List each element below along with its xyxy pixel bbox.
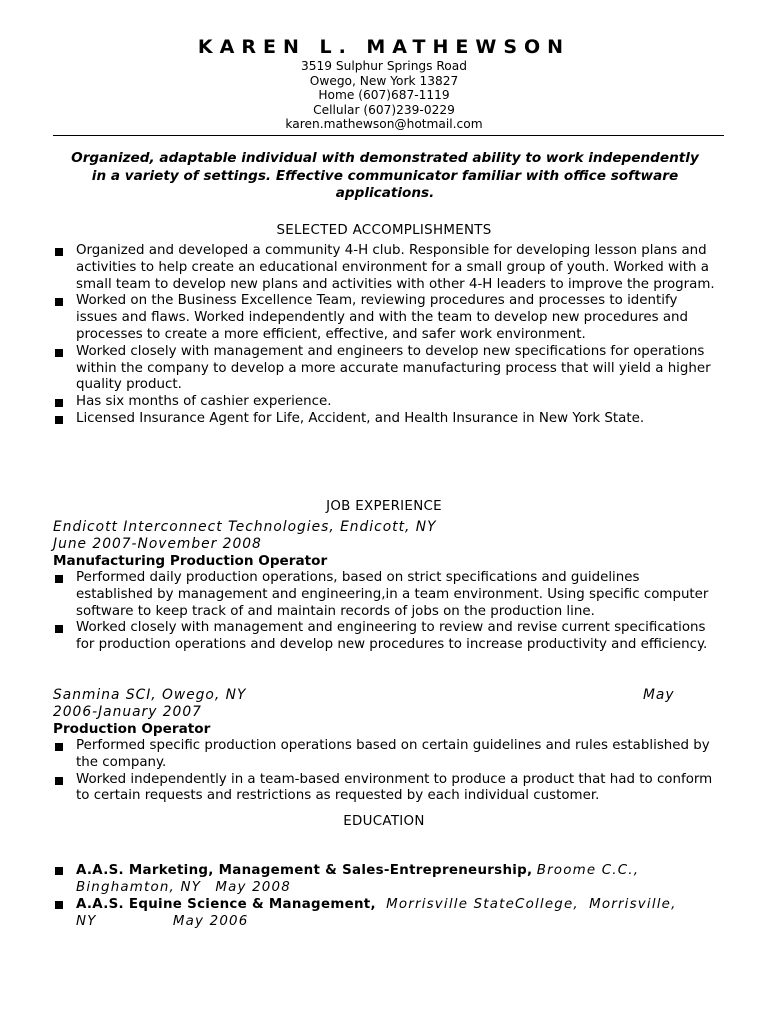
job-2-dates-start: May — [643, 687, 675, 703]
job-2-company: Sanmina SCI, Owego, NY May — [53, 687, 675, 703]
job-2-dates-end: 2006-January 2007 — [53, 704, 202, 720]
email-address: karen.mathewson@hotmail.com — [285, 117, 483, 132]
list-item: Performed daily production operations, based on strict specifications and guidelines established by management and engineering,in a team environment. Using specific computer software to keep track of and maintain records of jobs on the production line. — [53, 570, 718, 620]
job-1-bullets — [53, 570, 718, 654]
bullet-square-icon — [55, 298, 63, 306]
address-line-2: Owego, New York 13827 — [309, 73, 459, 88]
summary-statement: Organized, adaptable individual with demonstrated ability to work independently in a variety of settings. Effective communicator familiar with office software applications. — [71, 150, 699, 201]
job-1-dates: June 2007-November 2008 — [53, 536, 262, 552]
job-1-title: Manufacturing Production Operator — [53, 553, 328, 569]
candidate-name: KAREN L. MATHEWSON — [197, 36, 571, 58]
experience-heading: JOB EXPERIENCE — [326, 499, 442, 514]
bullet-square-icon — [55, 743, 63, 751]
education-list — [53, 862, 718, 930]
bullet-square-icon — [55, 777, 63, 785]
list-item: A.A.S. Marketing, Management & Sales-Entrepreneurship, Broome C.C., Binghamton, NY May 2008 — [53, 862, 718, 896]
bullet-square-icon — [55, 575, 63, 583]
accomplishments-list — [53, 243, 718, 428]
list-item: Licensed Insurance Agent for Life, Accident, and Health Insurance in New York State. — [53, 411, 718, 428]
list-item: Worked independently in a team-based environment to produce a product that had to conform to certain requests and restrictions as requested by each individual customer. — [53, 772, 718, 806]
home-phone: Home (607)687-1119 — [318, 88, 450, 103]
address-line-1: 3519 Sulphur Springs Road — [301, 59, 467, 73]
bullet-square-icon — [55, 248, 63, 256]
bullet-square-icon — [55, 416, 63, 424]
list-item: Performed specific production operations based on certain guidelines and rules established by the company. — [53, 738, 718, 772]
bullet-square-icon — [55, 867, 63, 875]
education-heading: EDUCATION — [343, 814, 425, 829]
header-divider — [53, 135, 724, 136]
job-2-title: Production Operator — [53, 721, 211, 737]
job-2-bullets — [53, 738, 718, 805]
contact-block — [0, 59, 768, 132]
list-item: Worked closely with management and engineers to develop new specifications for operations within the company to develop a more accurate manufacturing process that will yield a higher quality product. — [53, 344, 718, 394]
list-item: Worked on the Business Excellence Team, reviewing procedures and processes to identify issues and flaws. Worked independently and with the team to develop new procedures and processes to create a more efficient, effective, and safer work environment. — [53, 293, 718, 343]
list-item: Has six months of cashier experience. — [53, 394, 718, 411]
bullet-square-icon — [55, 625, 63, 633]
cell-phone: Cellular (607)239-0229 — [313, 102, 455, 117]
list-item: A.A.S. Equine Science & Management, Morrisville StateCollege, Morrisville, NY May 2006 — [53, 896, 718, 930]
bullet-square-icon — [55, 349, 63, 357]
bullet-square-icon — [55, 901, 63, 909]
job-1-company: Endicott Interconnect Technologies, Endicott, NY — [53, 519, 437, 535]
bullet-square-icon — [55, 399, 63, 407]
list-item: Organized and developed a community 4-H club. Responsible for developing lesson plans and activities to help create an educational environment for a small group of youth. Worked with a small team to develop new plans and activities with other 4-H leaders to improve the program. — [53, 243, 718, 293]
accomplishments-heading: SELECTED ACCOMPLISHMENTS — [276, 223, 492, 238]
list-item: Worked closely with management and engineering to review and revise current specifications for production operations and develop new procedures to increase productivity and efficiency. — [53, 620, 718, 654]
